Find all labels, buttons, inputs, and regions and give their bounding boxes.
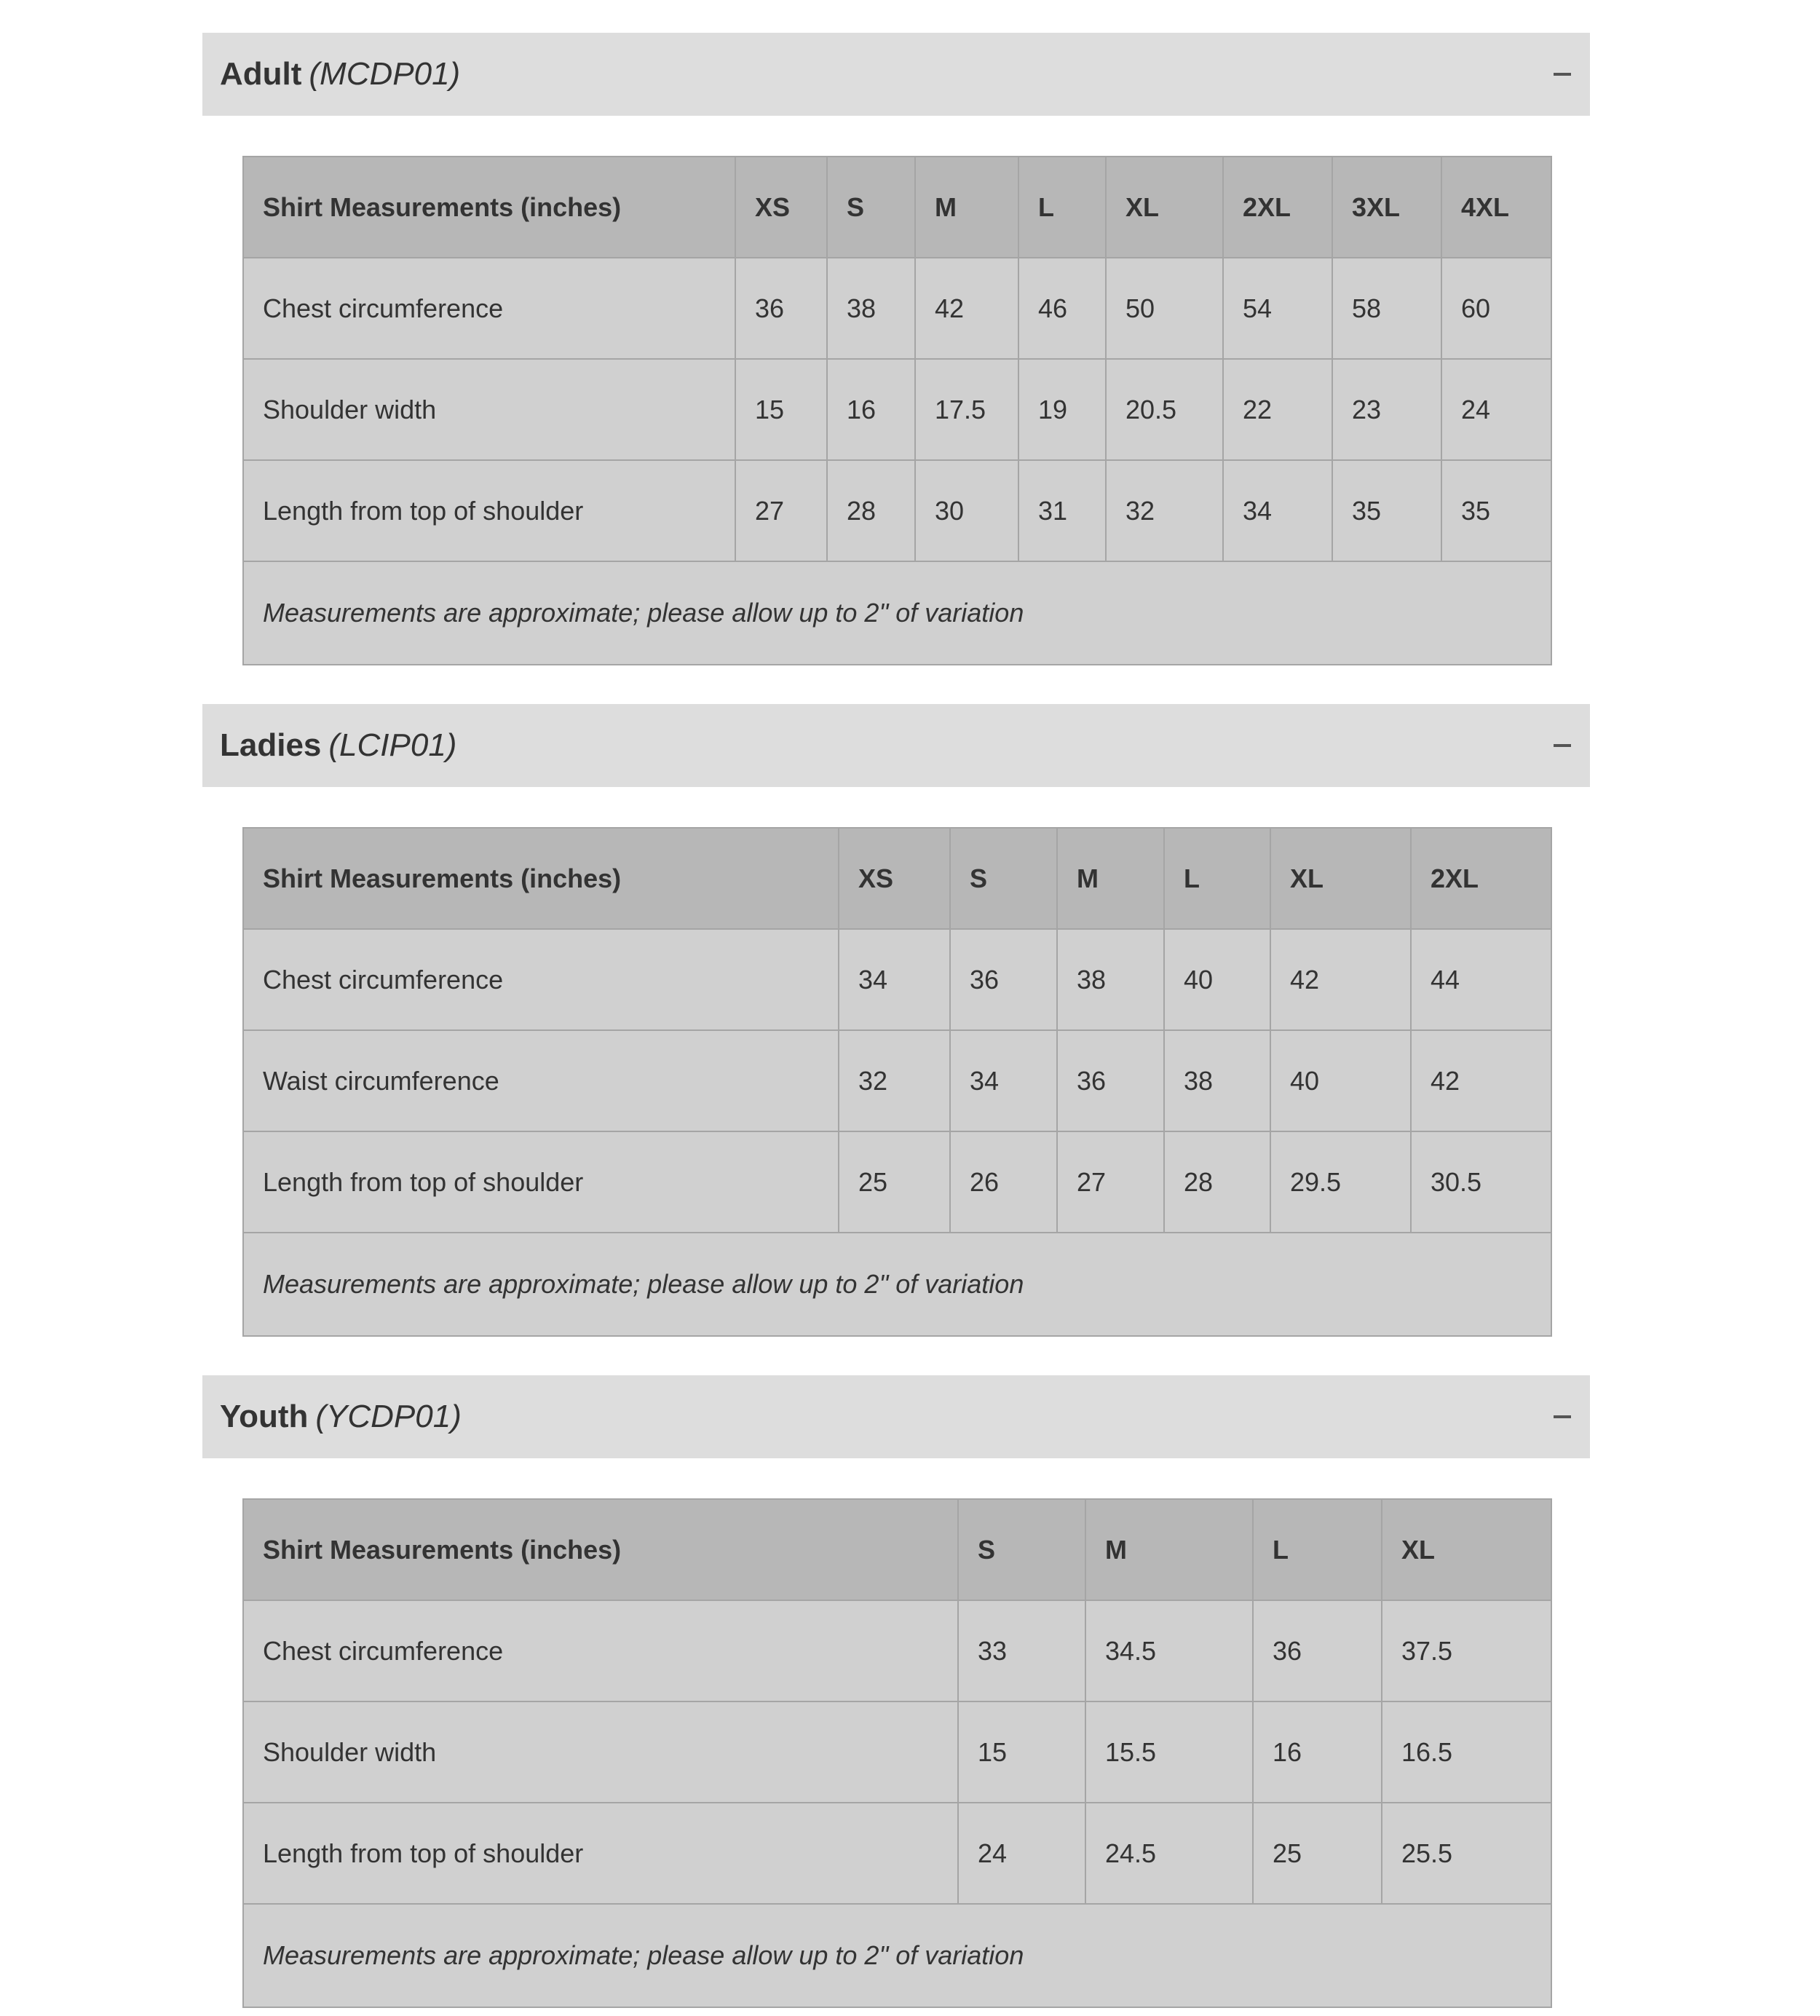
measurement-cell: 30	[915, 460, 1018, 561]
section-name: Adult	[220, 56, 302, 92]
measurement-cell: 40	[1270, 1030, 1411, 1131]
size-table-ladies	[242, 827, 1552, 1337]
header-label: Shirt Measurements (inches)	[243, 828, 839, 929]
measurement-cell: 34.5	[1085, 1600, 1253, 1701]
measurement-cell: 16.5	[1382, 1701, 1551, 1803]
measurement-cell: 17.5	[915, 359, 1018, 460]
row-label: Shoulder width	[243, 359, 735, 460]
size-header: XL	[1106, 157, 1223, 258]
section-code: (YCDP01)	[315, 1399, 462, 1434]
measurement-cell: 34	[1223, 460, 1332, 561]
measurement-cell: 38	[1164, 1030, 1270, 1131]
table-note: Measurements are approximate; please allow up to 2" of variation	[243, 561, 1551, 665]
table-row	[243, 460, 1551, 561]
measurement-cell: 42	[915, 258, 1018, 359]
measurement-cell: 24	[958, 1803, 1085, 1904]
measurement-cell: 34	[839, 929, 950, 1030]
row-label: Chest circumference	[243, 258, 735, 359]
measurement-cell: 32	[1106, 460, 1223, 561]
measurement-cell: 33	[958, 1600, 1085, 1701]
section-header-ladies[interactable]	[202, 704, 1590, 787]
measurement-cell: 36	[735, 258, 827, 359]
section-title	[220, 1399, 462, 1435]
table-header-row	[243, 157, 1551, 258]
header-label: Shirt Measurements (inches)	[243, 157, 735, 258]
size-header: XL	[1382, 1499, 1551, 1600]
table-row	[243, 1701, 1551, 1803]
row-label: Chest circumference	[243, 1600, 958, 1701]
measurement-cell: 35	[1332, 460, 1441, 561]
table-note: Measurements are approximate; please allow up to 2" of variation	[243, 1904, 1551, 2007]
measurement-cell: 40	[1164, 929, 1270, 1030]
section-header-adult[interactable]	[202, 33, 1590, 116]
table-header-row	[243, 828, 1551, 929]
measurement-cell: 29.5	[1270, 1131, 1411, 1233]
size-header: XL	[1270, 828, 1411, 929]
size-header: 2XL	[1411, 828, 1551, 929]
size-table-youth	[242, 1498, 1552, 2008]
section-title	[220, 56, 460, 92]
measurement-cell: 23	[1332, 359, 1441, 460]
row-label: Length from top of shoulder	[243, 1803, 958, 1904]
measurement-cell: 36	[950, 929, 1057, 1030]
measurement-cell: 30.5	[1411, 1131, 1551, 1233]
section-name: Youth	[220, 1399, 309, 1434]
table-row	[243, 1030, 1551, 1131]
section-header-youth[interactable]	[202, 1375, 1590, 1458]
table-note-row	[243, 1233, 1551, 1336]
measurement-cell: 34	[950, 1030, 1057, 1131]
row-label: Waist circumference	[243, 1030, 839, 1131]
size-header: M	[1085, 1499, 1253, 1600]
measurement-cell: 42	[1411, 1030, 1551, 1131]
size-header: L	[1164, 828, 1270, 929]
measurement-cell: 22	[1223, 359, 1332, 460]
measurement-cell: 32	[839, 1030, 950, 1131]
measurement-cell: 27	[735, 460, 827, 561]
measurement-cell: 25	[1253, 1803, 1382, 1904]
measurement-cell: 60	[1441, 258, 1551, 359]
measurement-cell: 15	[735, 359, 827, 460]
measurement-cell: 35	[1441, 460, 1551, 561]
measurement-cell: 28	[827, 460, 915, 561]
size-header: XS	[735, 157, 827, 258]
table-row	[243, 1600, 1551, 1701]
measurement-cell: 24.5	[1085, 1803, 1253, 1904]
size-header: S	[950, 828, 1057, 929]
measurement-cell: 38	[827, 258, 915, 359]
measurement-cell: 20.5	[1106, 359, 1223, 460]
minus-icon[interactable]	[1552, 1407, 1572, 1427]
measurement-cell: 27	[1057, 1131, 1164, 1233]
measurement-cell: 15	[958, 1701, 1085, 1803]
measurement-cell: 58	[1332, 258, 1441, 359]
row-label: Chest circumference	[243, 929, 839, 1030]
size-table-adult	[242, 156, 1552, 665]
section-code: (LCIP01)	[328, 727, 457, 763]
section-code: (MCDP01)	[309, 56, 461, 92]
row-label: Length from top of shoulder	[243, 1131, 839, 1233]
measurement-cell: 42	[1270, 929, 1411, 1030]
table-row	[243, 929, 1551, 1030]
minus-icon[interactable]	[1552, 735, 1572, 756]
size-header: L	[1018, 157, 1106, 258]
measurement-cell: 24	[1441, 359, 1551, 460]
table-row	[243, 1803, 1551, 1904]
measurement-cell: 25	[839, 1131, 950, 1233]
measurement-cell: 38	[1057, 929, 1164, 1030]
row-label: Shoulder width	[243, 1701, 958, 1803]
size-header: S	[958, 1499, 1085, 1600]
size-header: S	[827, 157, 915, 258]
measurement-cell: 19	[1018, 359, 1106, 460]
row-label: Length from top of shoulder	[243, 460, 735, 561]
table-note: Measurements are approximate; please allow up to 2" of variation	[243, 1233, 1551, 1336]
measurement-cell: 31	[1018, 460, 1106, 561]
size-header: 4XL	[1441, 157, 1551, 258]
measurement-cell: 26	[950, 1131, 1057, 1233]
minus-icon[interactable]	[1552, 64, 1572, 84]
measurement-cell: 16	[1253, 1701, 1382, 1803]
section-title	[220, 727, 456, 764]
table-row	[243, 258, 1551, 359]
measurement-cell: 46	[1018, 258, 1106, 359]
section-name: Ladies	[220, 727, 322, 763]
size-header: 2XL	[1223, 157, 1332, 258]
measurement-cell: 54	[1223, 258, 1332, 359]
measurement-cell: 25.5	[1382, 1803, 1551, 1904]
size-header: M	[915, 157, 1018, 258]
measurement-cell: 36	[1057, 1030, 1164, 1131]
header-label: Shirt Measurements (inches)	[243, 1499, 958, 1600]
size-header: L	[1253, 1499, 1382, 1600]
size-header: M	[1057, 828, 1164, 929]
measurement-cell: 15.5	[1085, 1701, 1253, 1803]
table-note-row	[243, 1904, 1551, 2007]
measurement-cell: 50	[1106, 258, 1223, 359]
measurement-cell: 36	[1253, 1600, 1382, 1701]
table-note-row	[243, 561, 1551, 665]
size-header: 3XL	[1332, 157, 1441, 258]
measurement-cell: 16	[827, 359, 915, 460]
measurement-cell: 28	[1164, 1131, 1270, 1233]
table-header-row	[243, 1499, 1551, 1600]
measurement-cell: 37.5	[1382, 1600, 1551, 1701]
table-row	[243, 1131, 1551, 1233]
measurement-cell: 44	[1411, 929, 1551, 1030]
table-row	[243, 359, 1551, 460]
size-header: XS	[839, 828, 950, 929]
